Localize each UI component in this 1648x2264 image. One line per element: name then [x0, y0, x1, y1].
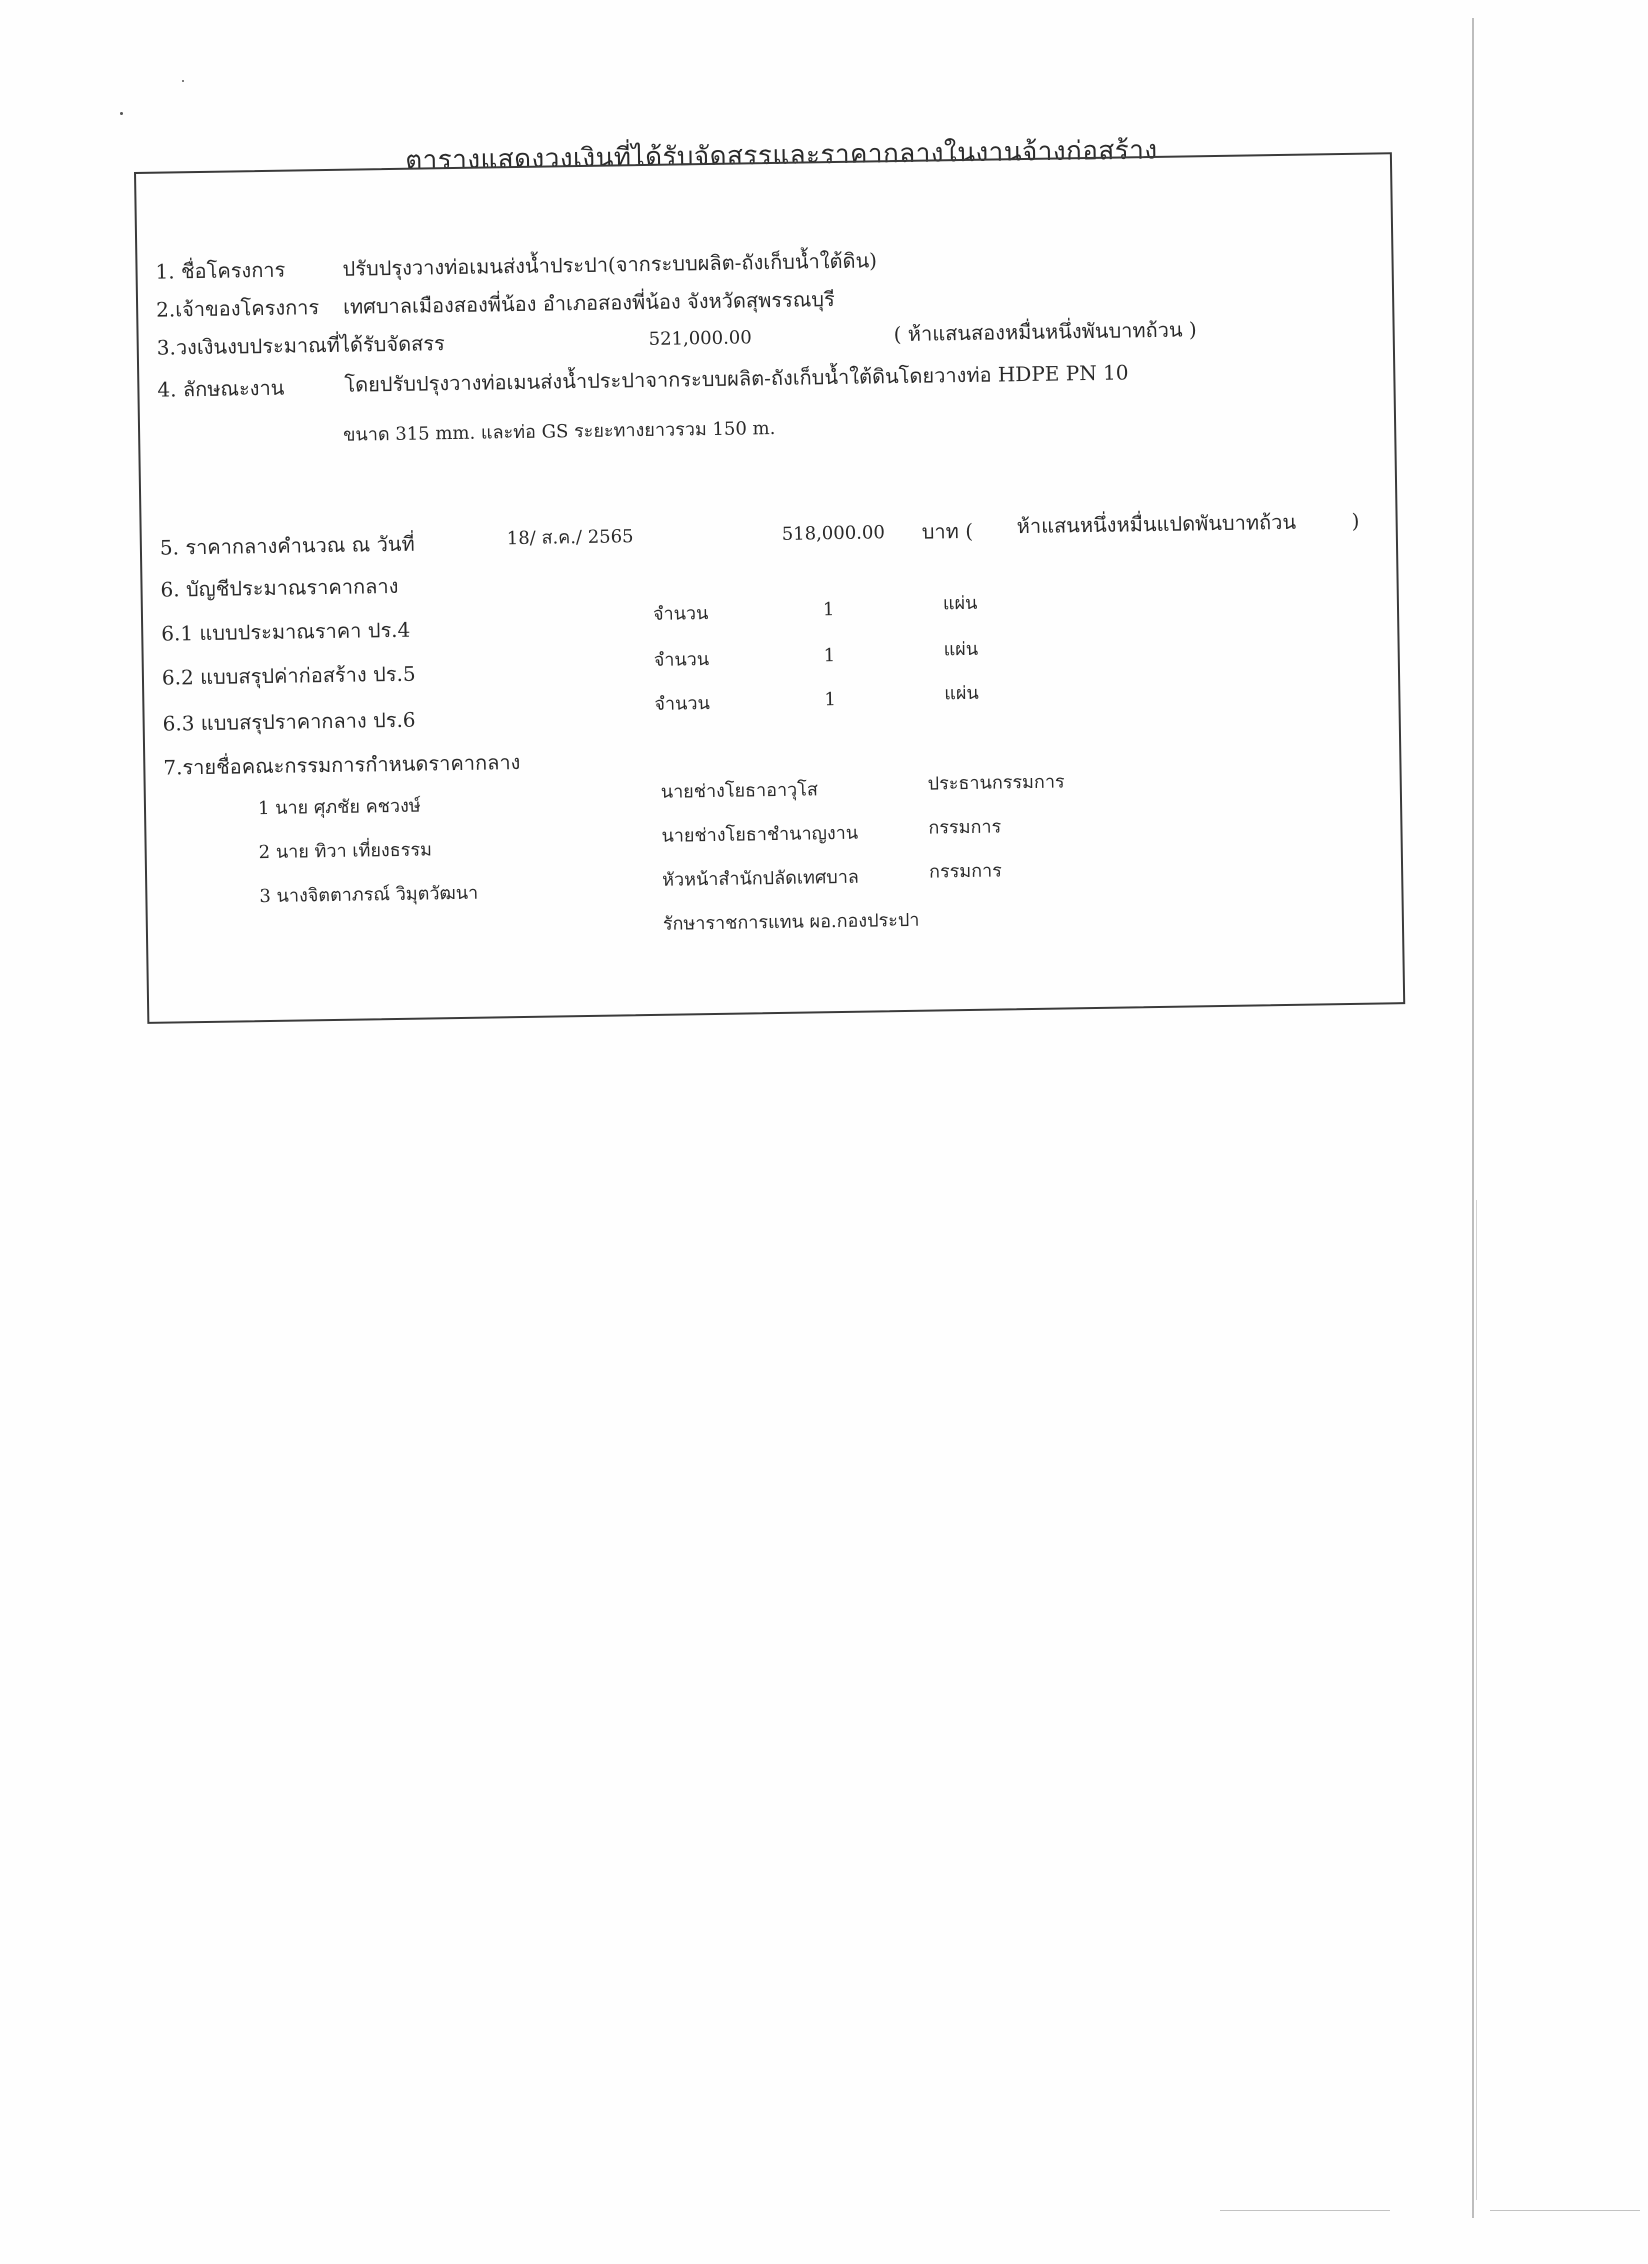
- committee-label: 7.รายชื่อคณะกรรมการกำหนดราคากลาง: [163, 750, 521, 780]
- work-description-line1: โดยปรับปรุงวางท่อเมนส่งน้ำประปาจากระบบผลิต-ถังเก็บน้ำใต้ดินโดยวางท่อ HDPE PN 10: [344, 360, 1129, 397]
- work-description-line2: ขนาด 315 mm. และท่อ GS ระยะทางยาวรวม 150 m.: [342, 417, 776, 446]
- committee-member-3-position: หัวหน้าสำนักปลัดเทศบาล: [662, 866, 860, 891]
- work-description-label: 4. ลักษณะงาน: [157, 375, 285, 402]
- price-list-row-3-unit: แผ่น: [944, 682, 979, 705]
- price-list-row-3-qty: 1: [824, 689, 836, 711]
- committee-member-3-name: 3 นางจิตตาภรณ์ วิมุตวัฒนา: [259, 882, 479, 908]
- median-price-amount: 518,000.00: [781, 522, 885, 545]
- budget-amount: 521,000.00: [648, 327, 752, 350]
- page-fold-line-secondary: [1476, 1200, 1477, 2200]
- scan-speck: [182, 80, 184, 82]
- price-list-row-1-qty: 1: [822, 599, 835, 621]
- committee-member-1-name: 1 นาย ศุภชัย คชวงษ์: [257, 795, 421, 820]
- project-name-value: ปรับปรุงวางท่อเมนส่งน้ำประปา(จากระบบผลิต-ถังเก็บน้ำใต้ดิน): [342, 248, 878, 281]
- committee-member-3-role: กรรมการ: [928, 860, 1003, 883]
- document-title: ตารางแสดงวงเงินที่ได้รับจัดสรรและราคากลางในงานจ้างก่อสร้าง: [405, 135, 1158, 176]
- page-fold-line: [1472, 18, 1474, 2218]
- price-list-row-2-label: 6.2 แบบสรุปค่าก่อสร้าง ปร.5: [161, 661, 416, 690]
- scan-edge-mark: [1490, 2210, 1640, 2211]
- committee-member-1-role: ประธานกรรมการ: [927, 771, 1065, 795]
- project-owner-value: เทศบาลเมืองสองพี่น้อง อำเภอสองพี่น้อง จังหวัดสุพรรณบุรี: [342, 287, 835, 319]
- project-name-label: 1. ชื่อโครงการ: [155, 257, 286, 284]
- price-list-row-3-label: 6.3 แบบสรุปราคากลาง ปร.6: [162, 707, 416, 736]
- project-owner-label: 2.เจ้าของโครงการ: [155, 295, 320, 322]
- price-list-row-2-unit: แผ่น: [943, 638, 979, 661]
- scan-edge-mark: [1220, 2210, 1390, 2211]
- median-price-amount-text: ห้าแสนหนึ่งหมื่นแปดพันบาทถ้วน: [1016, 509, 1297, 539]
- median-price-unit: บาท (: [921, 518, 974, 544]
- price-list-row-3-qty-label: จำนวน: [654, 693, 710, 715]
- price-list-row-1-unit: แผ่น: [942, 592, 978, 615]
- price-list-row-1-qty-label: จำนวน: [652, 603, 709, 625]
- price-list-row-2-qty: 1: [823, 645, 836, 667]
- median-price-close-paren: ): [1351, 508, 1360, 533]
- scan-speck: [120, 112, 123, 115]
- committee-acting-note: รักษาราชการแทน ผอ.กองประปา: [662, 909, 920, 935]
- committee-member-2-name: 2 นาย ทิวา เที่ยงธรรม: [258, 839, 433, 864]
- budget-amount-text: ( ห้าแสนสองหมื่นหนึ่งพันบาทถ้วน ): [893, 317, 1197, 347]
- price-list-row-2-qty-label: จำนวน: [653, 649, 710, 671]
- committee-member-2-position: นายช่างโยธาชำนาญงาน: [661, 822, 859, 847]
- committee-member-2-role: กรรมการ: [928, 816, 1002, 839]
- median-price-label: 5. ราคากลางคำนวณ ณ วันที่: [159, 531, 415, 560]
- price-list-label: 6. บัญชีประมาณราคากลาง: [160, 573, 399, 602]
- content-frame: [134, 152, 1405, 1024]
- budget-label: 3.วงเงินงบประมาณที่ได้รับจัดสรร: [156, 331, 445, 360]
- median-price-date: 18/ ส.ค./ 2565: [506, 526, 634, 550]
- committee-member-1-position: นายช่างโยธาอาวุโส: [660, 779, 819, 803]
- price-list-row-1-label: 6.1 แบบประมาณราคา ปร.4: [161, 617, 411, 646]
